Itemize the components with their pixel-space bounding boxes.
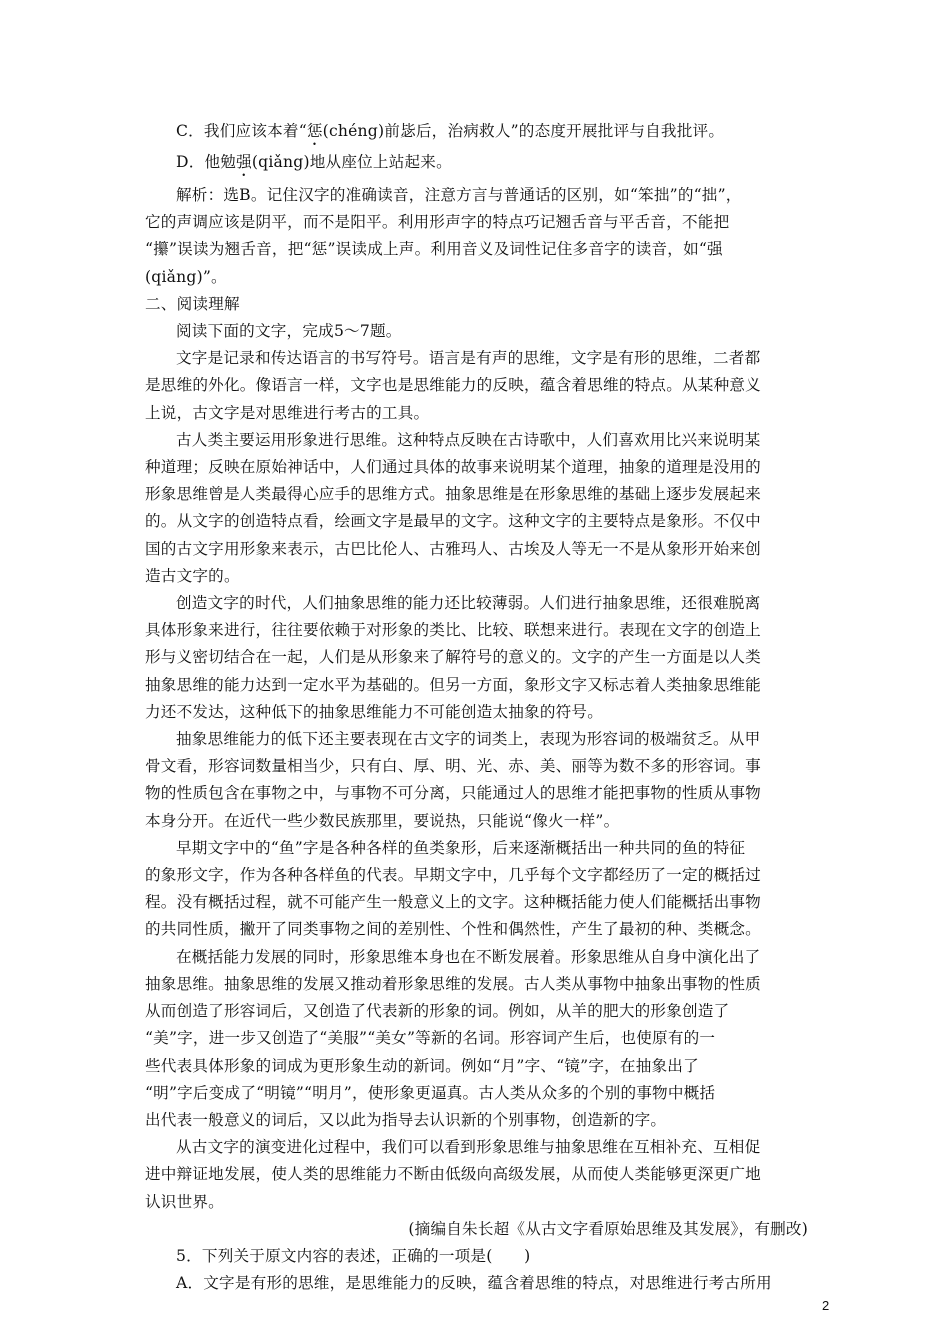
question-5: 5．下列关于原文内容的表述，正确的一项是( ) xyxy=(176,1246,531,1265)
reading-instruction: 阅读下面的文字，完成5～7题。 xyxy=(176,322,402,341)
paragraph-line: 是思维的外化。像语言一样，文字也是思维能力的反映，蕴含着思维的特点。从某种意义 xyxy=(145,376,761,395)
section-heading: 二、阅读理解 xyxy=(145,294,240,313)
paragraph-2 xyxy=(145,427,808,590)
paragraph-line: 国的古文字用形象来表示，古巴比伦人、古雅玛人、古埃及人等无一不是从象形开始来创 xyxy=(145,539,761,558)
paragraph-line: 在概括能力发展的同时，形象思维本身也在不断发展着。形象思维从自身中演化出了 xyxy=(176,947,761,966)
paragraph-3 xyxy=(145,590,808,726)
option-d-emphasized-char: 强 xyxy=(236,153,252,171)
paragraph-line: 进中辩证地发展，使人类的思维能力不断由低级向高级发展，从而使人类能够更深更广地 xyxy=(145,1165,761,1184)
paragraph-line: 创造文字的时代，人们抽象思维的能力还比较薄弱。人们进行抽象思维，还很难脱离 xyxy=(176,594,761,613)
paragraph-line: 具体形象来进行，往往要依赖于对形象的类比、比较、联想来进行。表现在文字的创造上 xyxy=(145,621,761,640)
paragraph-line: 形象思维曾是人类最得心应手的思维方式。抽象思维是在形象思维的基础上逐步发展起来 xyxy=(145,485,761,504)
source-citation: (摘编自朱长超《从古文字看原始思维及其发展》，有删改) xyxy=(408,1219,808,1238)
page-number: 2 xyxy=(822,1298,830,1313)
analysis-line: “攥”误读为翘舌音，把“惩”误读成上声。利用音义及词性记住多音字的读音，如“强 xyxy=(145,240,723,259)
paragraph-line: 的共同性质，撇开了同类事物之间的差别性、个性和偶然性，产生了最初的种、类概念。 xyxy=(145,920,761,939)
paragraph-line: 上说，古文字是对思维进行考古的工具。 xyxy=(145,403,430,422)
paragraph-line: 文字是记录和传达语言的书写符号。语言是有声的思维，文字是有形的思维，二者都 xyxy=(176,349,761,368)
option-c-text-1: C．我们应该本着“ xyxy=(176,122,307,140)
paragraph-line: “美”字，进一步又创造了“美服”“美女”等新的名词。形容词产生后，也使原有的一 xyxy=(145,1029,716,1048)
paragraph-4 xyxy=(145,726,808,835)
paragraph-line: 骨文看，形容词数量相当少，只有白、厚、明、光、赤、美、丽等为数不多的形容词。事 xyxy=(145,757,761,776)
page-content xyxy=(145,118,808,1297)
option-c-emphasized-char: 惩 xyxy=(306,122,323,140)
paragraph-7 xyxy=(145,1134,808,1216)
paragraph-5 xyxy=(145,835,808,944)
paragraph-line: 从而创造了形容词后，又创造了代表新的形象的词。例如，从羊的肥大的形象创造了 xyxy=(145,1002,730,1021)
analysis-line: (qiǎng)”。 xyxy=(145,267,227,286)
analysis-line: 它的声调应该是阴平，而不是阳平。利用形声字的特点巧记翘舌音与平舌音，不能把 xyxy=(145,213,730,232)
paragraph-line: 的。从文字的创造特点看，绘画文字是最早的文字。这种文字的主要特点是象形。不仅中 xyxy=(145,512,761,531)
option-c-text-2: (chéng)前毖后，治病救人”的态度开展批评与自我批评。 xyxy=(322,122,725,140)
paragraph-line: 程。没有概括过程，就不可能产生一般意义上的文字。这种概括能力使人们能概括出事物 xyxy=(145,893,761,912)
paragraph-line: 出代表一般意义的词后，又以此为指导去认识新的个别事物，创造新的字。 xyxy=(145,1110,667,1129)
paragraph-line: 种道理；反映在原始神话中，人们通过具体的故事来说明某个道理，抽象的道理是没用的 xyxy=(145,458,761,477)
paragraph-line: 力还不发达，这种低下的抽象思维能力不可能创造太抽象的符号。 xyxy=(145,702,604,721)
paragraph-6 xyxy=(145,944,808,1134)
paragraph-line: 物的性质包含在事物之中，与事物不可分离，只能通过人的思维才能把事物的性质从事物 xyxy=(145,784,761,803)
paragraph-line: 造古文字的。 xyxy=(145,566,240,585)
option-c-prev xyxy=(145,118,808,149)
paragraph-line: 抽象思维能力的低下还主要表现在古文字的词类上，表现为形容词的极端贫乏。从甲 xyxy=(176,730,761,749)
paragraph-line: 的象形文字，作为各种各样鱼的代表。早期文字中，几乎每个文字都经历了一定的概括过 xyxy=(145,866,761,885)
paragraph-line: 抽象思维的能力达到一定水平为基础的。但另一方面，象形文字又标志着人类抽象思维能 xyxy=(145,675,761,694)
option-d-prev xyxy=(145,149,808,180)
analysis-line: 解析：选B。记住汉字的准确读音，注意方言与普通话的区别，如“笨拙”的“拙”， xyxy=(176,186,742,204)
paragraph-line: “明”字后变成了“明镜”“明月”，使形象更逼真。古人类从众多的个别的事物中概括 xyxy=(145,1083,716,1102)
option-d-text-2: (qiǎng)地从座位上站起来。 xyxy=(251,153,452,171)
paragraph-line: 早期文字中的“鱼”字是各种各样的鱼类象形，后来逐渐概括出一种共同的鱼的特征 xyxy=(176,838,746,857)
paragraph-line: 古人类主要运用形象进行思维。这种特点反映在古诗歌中，人们喜欢用比兴来说明某 xyxy=(176,430,761,449)
paragraph-line: 抽象思维。抽象思维的发展又推动着形象思维的发展。古人类从事物中抽象出事物的性质 xyxy=(145,974,761,993)
option-d-text-1: D．他勉 xyxy=(176,153,237,171)
analysis-block xyxy=(145,182,808,291)
paragraph-line: 从古文字的演变进化过程中，我们可以看到形象思维与抽象思维在互相补充、互相促 xyxy=(176,1138,761,1157)
paragraph-1 xyxy=(145,345,808,427)
paragraph-line: 些代表具体形象的词成为更形象生动的新词。例如“月”字、“镜”字，在抽象出了 xyxy=(145,1056,699,1075)
paragraph-line: 形与义密切结合在一起，人们是从形象来了解符号的意义的。文字的产生一方面是以人类 xyxy=(145,648,761,667)
option-a: A．文字是有形的思维，是思维能力的反映，蕴含着思维的特点，对思维进行考古所用 xyxy=(176,1274,772,1293)
paragraph-line: 本身分开。在近代一些少数民族那里，要说热，只能说“像火一样”。 xyxy=(145,811,620,830)
paragraph-line: 认识世界。 xyxy=(145,1192,224,1211)
